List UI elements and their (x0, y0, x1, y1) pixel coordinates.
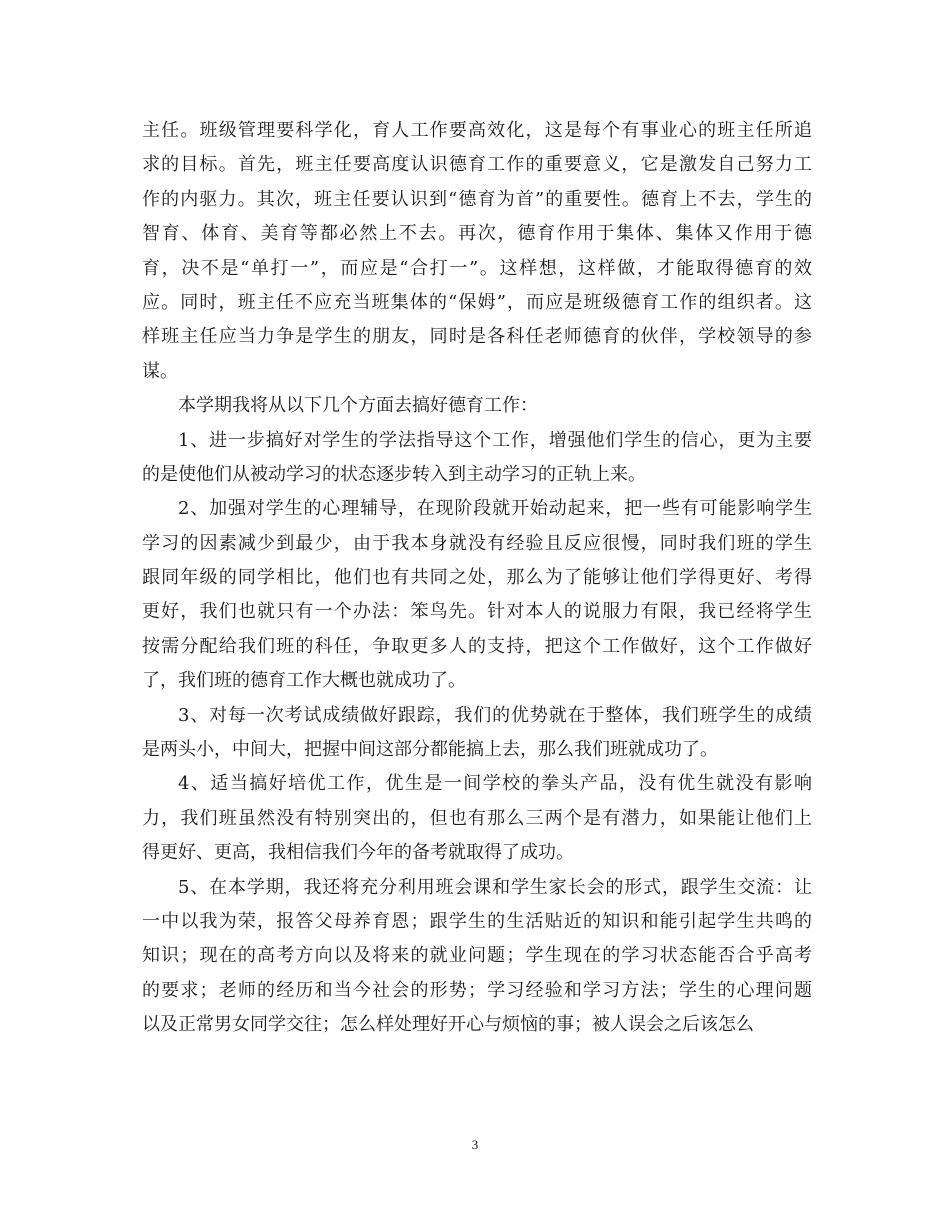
text-line: 主任。班级管理要科学化，育人工作要高效化，这是每个有事业心的班主任所追 (142, 120, 812, 141)
text-line: 4、适当搞好培优工作，优生是一间学校的拳头产品，没有优生就没有影响 (178, 773, 812, 795)
text-line: 育，决不是“单打一”，而应是“合打一”。这样想，这样做，才能取得德育的效 (142, 257, 812, 279)
text-line: 了，我们班的德育工作大概也就成功了。 (142, 670, 466, 692)
text-line: 5、在本学期，我还将充分利用班会课和学生家长会的形式，跟学生交流：让 (178, 876, 812, 898)
text-line: 学习的因素减少到最少，由于我本身就没有经验且反应很慢，同时我们班的学生 (142, 532, 812, 554)
text-line: 更好，我们也就只有一个办法：笨鸟先。针对本人的说服力有限，我已经将学生 (142, 601, 812, 623)
text-line: 以及正常男女同学交往；怎么样处理好开心与烦恼的事；被人误会之后该怎么 (142, 1014, 754, 1036)
text-line: 得更好、更高，我相信我们今年的备考就取得了成功。 (142, 842, 574, 864)
text-line: 求的目标。首先，班主任要高度认识德育工作的重要意义，它是激发自己努力工 (142, 154, 812, 176)
text-line: 作的内驱力。其次，班主任要认识到“德育为首”的重要性。德育上不去，学生的 (142, 188, 812, 210)
text-line: 谋。 (142, 360, 178, 382)
text-line: 按需分配给我们班的科任，争取更多人的支持，把这个工作做好，这个工作做好 (142, 635, 812, 657)
text-line: 应。同时，班主任不应充当班集体的“保姆”，而应是班级德育工作的组织者。这 (142, 291, 812, 313)
text-line: 一中以我为荣，报答父母养育恩；跟学生的生活贴近的知识和能引起学生共鸣的 (142, 910, 812, 932)
text-line: 本学期我将从以下几个方面去搞好德育工作： (178, 395, 538, 417)
page-number: 3 (471, 1137, 479, 1152)
text-line: 的要求；老师的经历和当今社会的形势；学习经验和学习方法；学生的心理问题 (142, 979, 812, 1001)
text-line: 知识；现在的高考方向以及将来的就业问题；学生现在的学习状态能否合乎高考 (142, 945, 812, 967)
text-line: 2、加强对学生的心理辅导，在现阶段就开始动起来，把一些有可能影响学生 (178, 498, 812, 520)
text-line: 是两头小，中间大，把握中间这部分都能搞上去，那么我们班就成功了。 (142, 739, 718, 761)
text-line: 样班主任应当力争是学生的朋友，同时是各科任老师德育的伙伴，学校领导的参 (142, 326, 812, 348)
text-line: 智育、体育、美育等都必然上不去。再次，德育作用于集体、集体又作用于德 (142, 223, 812, 245)
text-line: 跟同年级的同学相比，他们也有共同之处，那么为了能够让他们学得更好、考得 (142, 567, 812, 589)
text-line: 力，我们班虽然没有特别突出的，但也有那么三两个是有潜力，如果能让他们上 (142, 807, 812, 829)
body-text (142, 114, 812, 1043)
text-line: 的是使他们从被动学习的状态逐步转入到主动学习的正轨上来。 (142, 463, 646, 485)
text-line: 3、对每一次考试成绩做好跟踪，我们的优势就在于整体，我们班学生的成绩 (178, 704, 812, 726)
text-line: 1、进一步搞好对学生的学法指导这个工作，增强他们学生的信心，更为主要 (178, 429, 812, 451)
